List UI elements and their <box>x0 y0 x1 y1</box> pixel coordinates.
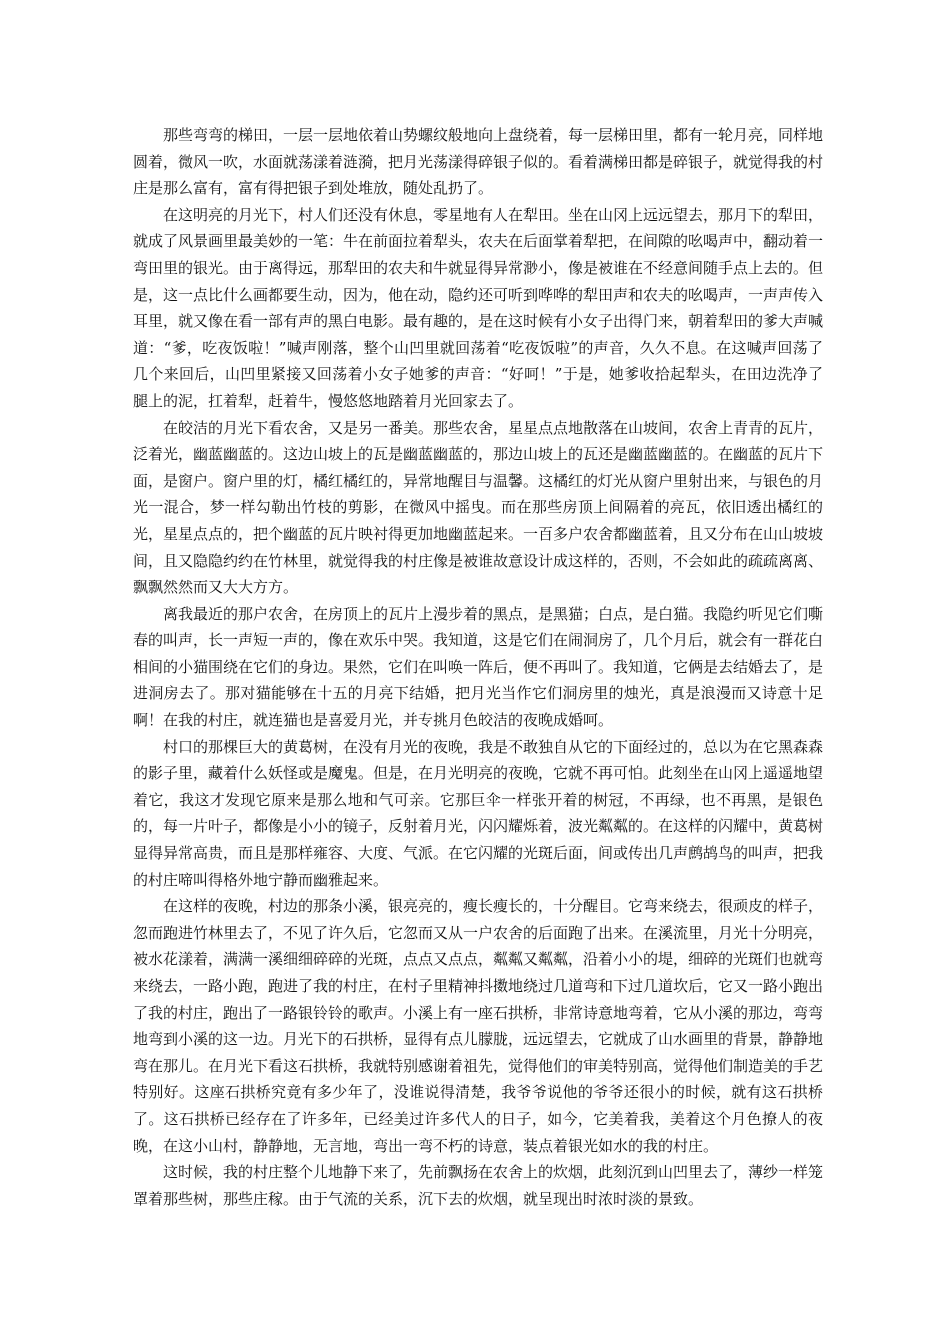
paragraph-stream-and-bridge: 在这样的夜晚，村边的那条小溪，银亮亮的，瘦长瘦长的，十分醒目。它弯来绕去，很顽皮的样子，忽而跑进竹林里去了，不见了许久后，它忽而又从一户农舍的后面跑了出来。在溪流里，月光十分明亮，被水花漾着，满满一溪细细碎碎的光斑，点点又点点，粼粼又粼粼，沿着小小的堤，细碎的光斑们也就弯来绕去，一路小跑，跑进了我的村庄，在村子里精神抖擞地绕过几道弯和下过几道坎后，它又一路小跑出了我的村庄，跑出了一路银铃铃的歌声。小溪上有一座石拱桥，非常诗意地弯着，它从小溪的那边，弯弯地弯到小溪的这一边。月光下的石拱桥，显得有点儿朦胧，远远望去，它就成了山水画里的背景，静静地弯在那儿。在月光下看这石拱桥，我就特别感谢着祖先，觉得他们的审美特别高，觉得他们制造美的手艺特别好。这座石拱桥究竟有多少年了，没谁说得清楚，我爷爷说他的爷爷还很小的时候，就有这石拱桥了。这石拱桥已经存在了许多年，已经美过许多代人的日子，如今，它美着我，美着这个月色撩人的夜晚，在这小山村，静静地，无言地，弯出一弯不朽的诗意，装点着银光如水的我的村庄。 <box>133 897 824 1155</box>
paragraph-plowing-under-moon: 在这明亮的月光下，村人们还没有休息，零星地有人在犁田。坐在山冈上远远望去，那月下的犁田，就成了风景画里最美妙的一笔：牛在前面拉着犁头，农夫在后面掌着犁把，在间隙的吆喝声中，翻动着一弯田里的银光。由于离得远，那犁田的农夫和牛就显得异常渺小，像是被谁在不经意间随手点上去的。但是，这一点比什么画都要生动，因为，他在动，隐约还可听到哗哗的犁田声和农夫的吆喝声，一声声传入耳里，就又像在看一部有声的黑白电影。最有趣的，是在这时候有小女子出得门来，朝着犁田的爹大声喊道：“爹，吃夜饭啦！”喊声刚落，整个山凹里就回荡着“吃夜饭啦”的声音，久久不息。在这喊声回荡了几个来回后，山凹里紧接又回荡着小女子她爹的声音：“好呵！”于是，她爹收拾起犁头，在田边洗净了腿上的泥，扛着犁，赶着牛，慢悠悠地踏着月光回家去了。 <box>133 205 824 410</box>
paragraph-terraced-fields: 那些弯弯的梯田，一层一层地依着山势螺纹般地向上盘绕着，每一层梯田里，都有一轮月亮，同样地圆着，微风一吹，水面就荡漾着涟漪，把月光荡漾得碎银子似的。看着满梯田都是碎银子，就觉得我的村庄是那么富有，富有得把银子到处堆放，随处乱扔了。 <box>133 126 824 198</box>
paragraph-farmhouses: 在皎洁的月光下看农舍，又是另一番美。那些农舍，星星点点地散落在山坡间，农舍上青青的瓦片，泛着光，幽蓝幽蓝的。这边山坡上的瓦是幽蓝幽蓝的，那边山坡上的瓦还是幽蓝幽蓝的。在幽蓝的瓦片下面，是窗户。窗户里的灯，橘红橘红的，异常地醒目与温馨。这橘红的灯光从窗户里射出来，与银色的月光一混合，梦一样勾勒出竹枝的剪影，在微风中摇曳。而在那些房顶上间隔着的亮瓦，依旧透出橘红的光，星星点点的，把个幽蓝的瓦片映衬得更加地幽蓝起来。一百多户农舍都幽蓝着，且又分布在山山坡坡间，且又隐隐约约在竹林里，就觉得我的村庄像是被谁故意设计成这样的，否则，不会如此的疏疏离离、飘飘然然而又大大方方。 <box>133 418 824 597</box>
paragraph-banyan-tree: 村口的那棵巨大的黄葛树，在没有月光的夜晚，我是不敢独自从它的下面经过的，总以为在它黑森森的影子里，藏着什么妖怪或是魔鬼。但是，在月光明亮的夜晚，它就不再可怕。此刻坐在山冈上遥遥地望着它，我这才发现它原来是那么地和气可亲。它那巨伞一样张开着的树冠，不再绿，也不再黑，是银色的，每一片叶子，都像是小小的镜子，反射着月光，闪闪耀烁着，波光粼粼的。在这样的闪耀中，黄葛树显得异常高贵，而且是那样雍容、大度、气派。在它闪耀的光斑后面，间或传出几声鹧鸪鸟的叫声，把我的村庄啼叫得格外地宁静而幽雅起来。 <box>133 737 824 889</box>
article-body <box>133 122 823 1212</box>
paragraph-cats: 离我最近的那户农舍，在房顶上的瓦片上漫步着的黑点，是黑猫；白点，是白猫。我隐约听见它们嘶春的叫声，长一声短一声的，像在欢乐中哭。我知道，这是它们在闹洞房了，几个月后，就会有一群花白相间的小猫围绕在它们的身边。果然，它们在叫唤一阵后，便不再叫了。我知道，它俩是去结婚去了，是进洞房去了。那对猫能够在十五的月亮下结婚，把月光当作它们洞房里的烛光，真是浪漫而又诗意十足啊！在我的村庄，就连猫也是喜爱月光，并专挑月色皎洁的夜晚成婚呵。 <box>133 604 824 730</box>
paragraph-chimney-smoke: 这时候，我的村庄整个儿地静下来了，先前飘扬在农舍上的炊烟，此刻沉到山凹里去了，薄纱一样笼罩着那些树，那些庄稼。由于气流的关系，沉下去的炊烟，就呈现出时浓时淡的景致。 <box>133 1163 824 1208</box>
